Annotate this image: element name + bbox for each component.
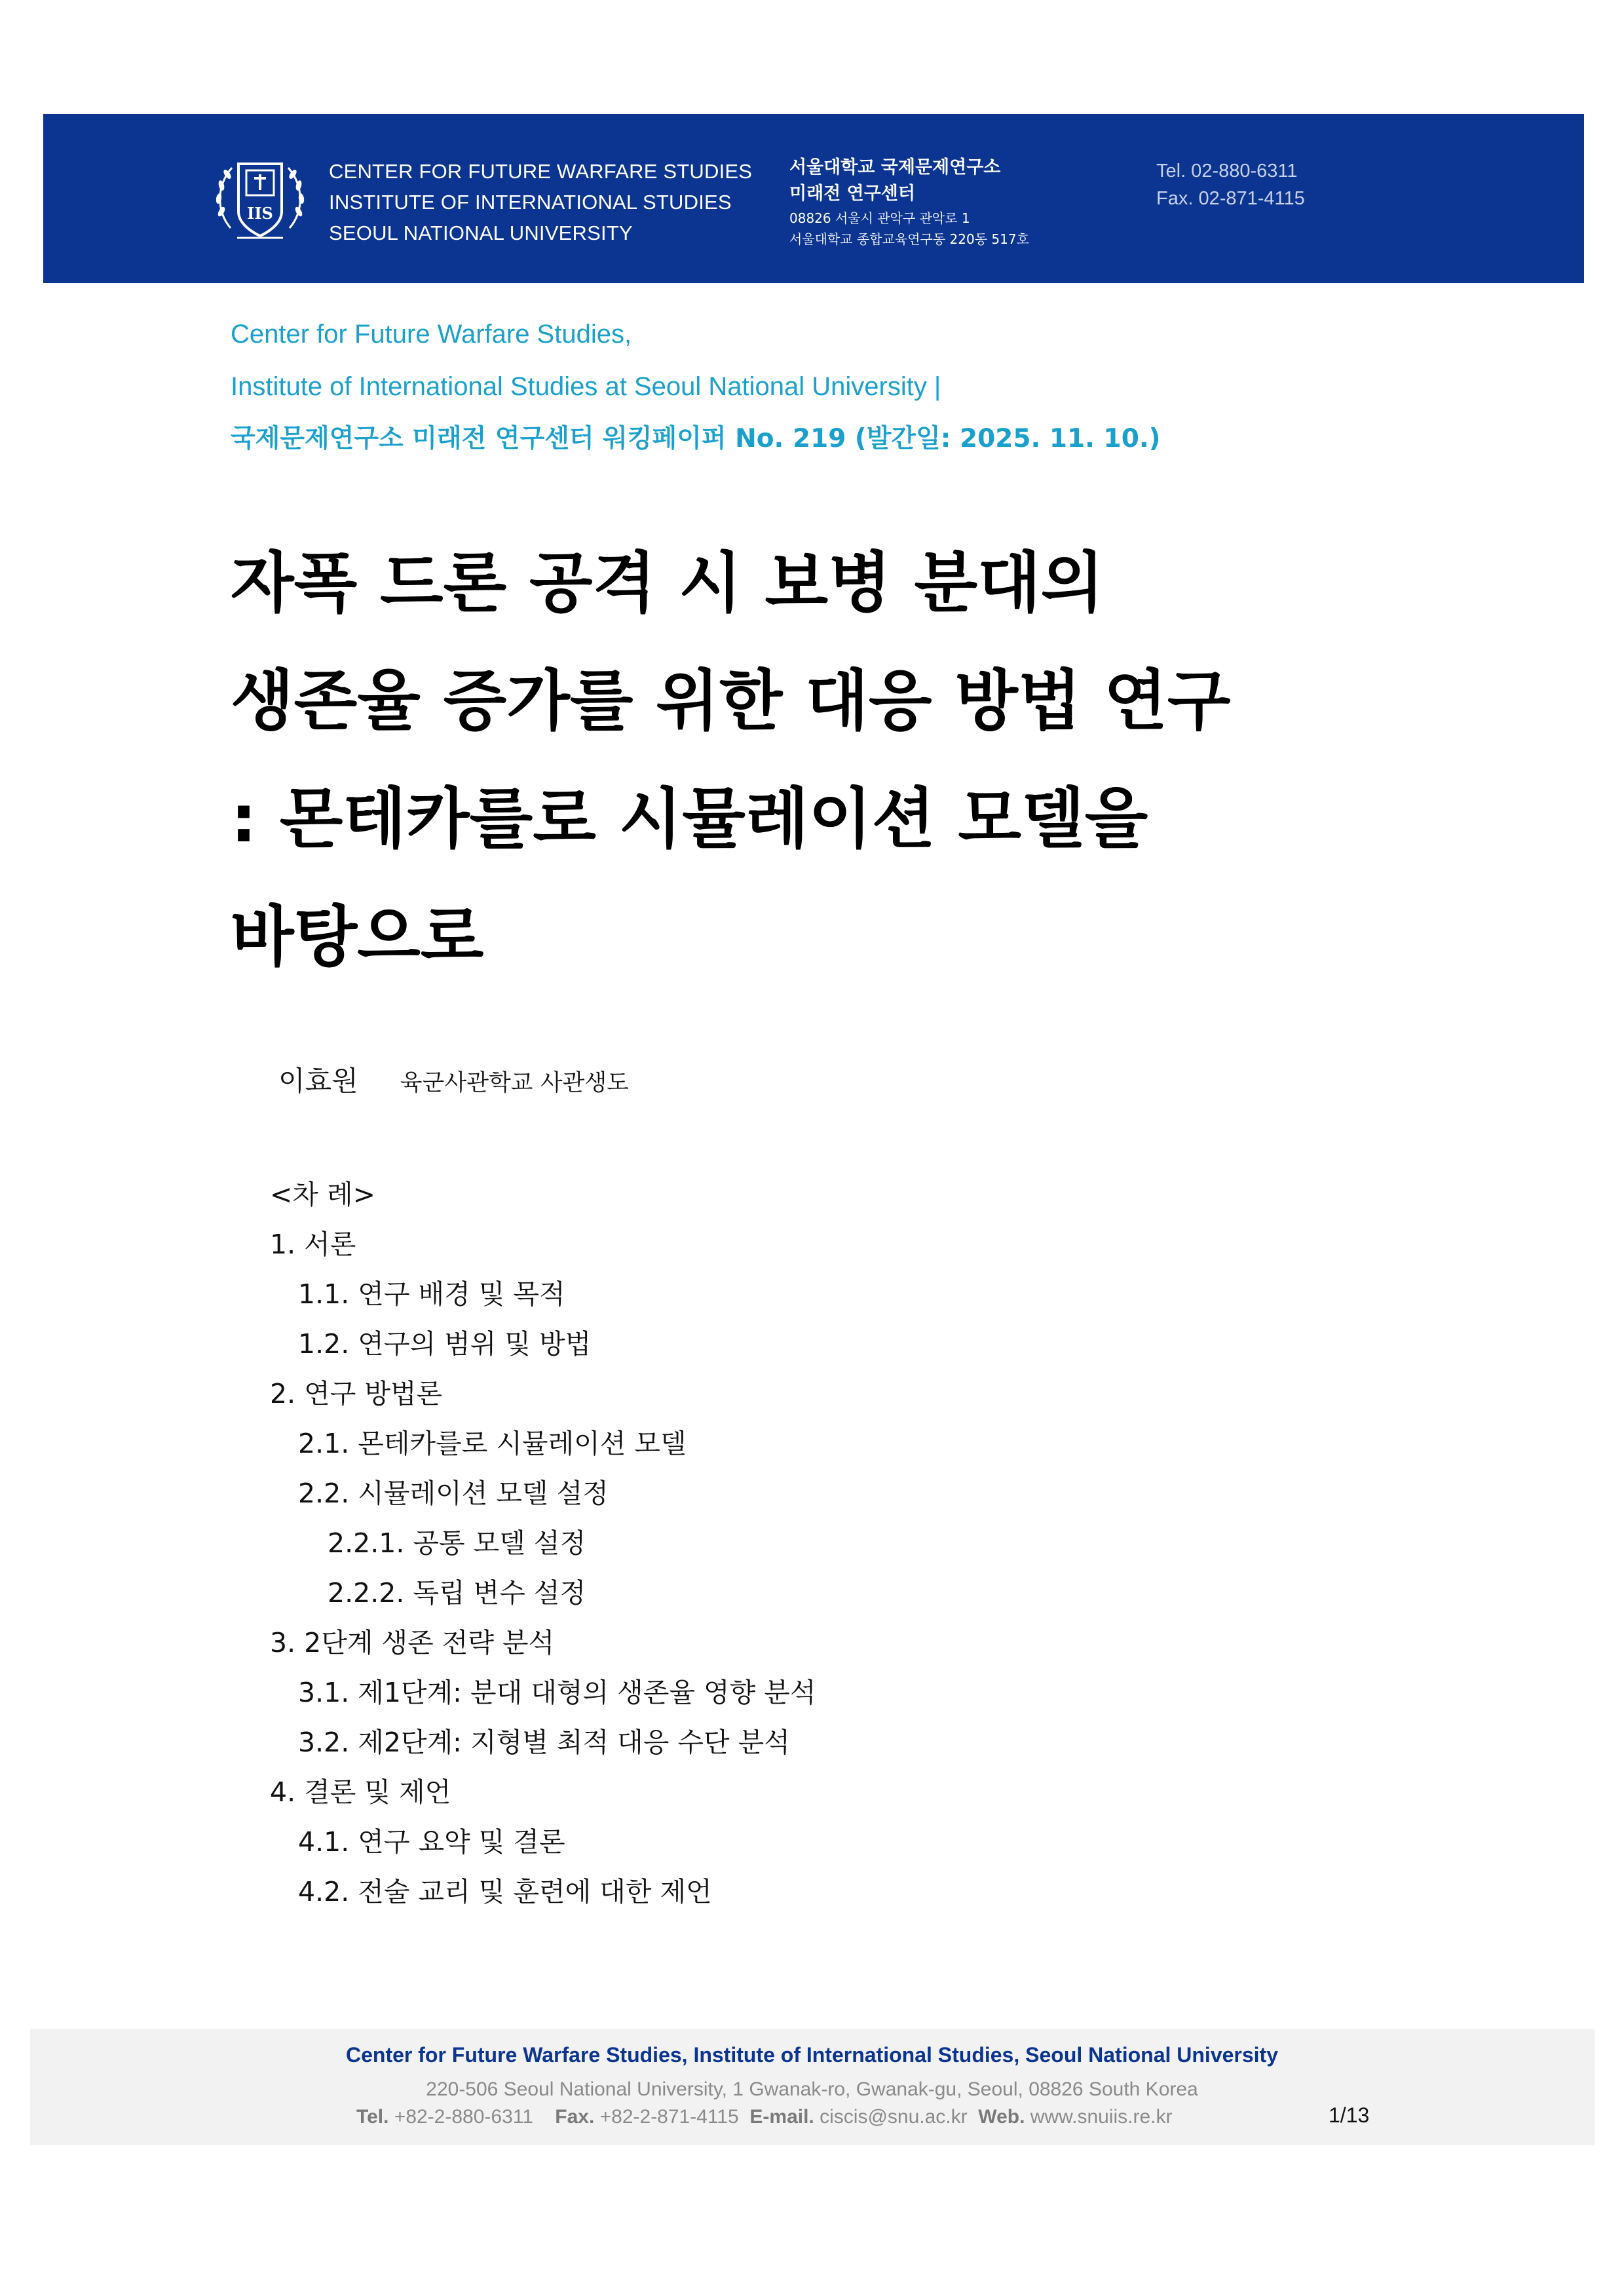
working-paper-subheader <box>231 308 1160 465</box>
footer-tel: +82-2-880-6311 <box>394 2106 533 2128</box>
toc-item: 2.2.1. 공통 모델 설정 <box>328 1527 586 1559</box>
toc-item: 2. 연구 방법론 <box>270 1378 443 1409</box>
author-affiliation: 육군사관학교 사관생도 <box>400 1070 629 1096</box>
toc-item: 1.2. 연구의 범위 및 방법 <box>298 1328 592 1360</box>
author-name: 이효원 <box>278 1065 358 1097</box>
subheader-line-1: Center for Future Warfare Studies, <box>231 320 632 349</box>
footer-contact <box>356 2106 1172 2128</box>
footer-address: 220-506 Seoul National University, 1 Gwanak-ro, Gwanak-gu, Seoul, 08826 South Korea <box>426 2078 1198 2100</box>
toc-item: 2.2.2. 독립 변수 설정 <box>328 1577 586 1609</box>
toc-heading: <차 례> <box>270 1179 375 1210</box>
address-ko-line-2: 서울대학교 종합교육연구동 220동 517호 <box>789 231 1029 247</box>
toc-item: 4.1. 연구 요약 및 결론 <box>298 1826 565 1858</box>
toc-item: 4.2. 전술 교리 및 훈련에 대한 제언 <box>298 1876 712 1907</box>
toc-item: 3.1. 제1단계: 분대 대형의 생존율 영향 분석 <box>298 1677 816 1708</box>
toc-item: 3. 2단계 생존 전략 분석 <box>270 1627 555 1658</box>
toc-item: 4. 결론 및 제언 <box>270 1776 451 1808</box>
toc-item: 2.1. 몬테카를로 시뮬레이션 모델 <box>298 1428 687 1459</box>
org-en-line-1: CENTER FOR FUTURE WARFARE STUDIES <box>329 160 753 183</box>
toc-item: 1.1. 연구 배경 및 목적 <box>298 1278 565 1310</box>
address-ko-line-1: 08826 서울시 관악구 관악로 1 <box>789 210 970 226</box>
subheader-line-2: Institute of International Studies at Seoul National University | <box>231 372 941 401</box>
footer-web-label: Web. <box>978 2106 1025 2128</box>
org-name-korean <box>789 155 1029 249</box>
page-number: 1/13 <box>1329 2103 1370 2127</box>
logo-text: IIS <box>247 204 273 223</box>
header-contact <box>1156 157 1305 212</box>
org-en-line-2: INSTITUTE OF INTERNATIONAL STUDIES <box>329 191 732 214</box>
paper-title <box>231 524 1475 996</box>
org-name-english <box>329 156 752 248</box>
footer-tel-label: Tel. <box>356 2106 389 2128</box>
org-ko-line-1: 서울대학교 국제문제연구소 <box>789 157 1001 178</box>
footer-fax: +82-2-871-4115 <box>599 2106 739 2128</box>
title-line-2: 생존율 증가를 위한 대응 방법 연구 <box>231 662 1231 739</box>
title-line-1: 자폭 드론 공격 시 보병 분대의 <box>231 545 1105 621</box>
footer-email-label: E-mail. <box>749 2106 814 2128</box>
header-fax: Fax. 02-871-4115 <box>1156 188 1305 209</box>
toc-item: 3.2. 제2단계: 지형별 최적 대응 수단 분석 <box>298 1727 790 1758</box>
toc-item: 2.2. 시뮬레이션 모델 설정 <box>298 1478 609 1509</box>
title-line-3: : 몬테카를로 시뮬레이션 모델을 <box>231 780 1148 857</box>
iis-seal-logo <box>211 149 309 248</box>
table-of-contents <box>270 1170 816 1917</box>
header-tel: Tel. 02-880-6311 <box>1156 161 1298 182</box>
subheader-line-3: 국제문제연구소 미래전 연구센터 워킹페이퍼 No. 219 (발간일: 2025. 11. 10.) <box>231 424 1161 453</box>
title-line-4: 바탕으로 <box>231 898 484 975</box>
footer-web-link[interactable]: www.snuiis.re.kr <box>1030 2106 1173 2128</box>
footer-org-name: Center for Future Warfare Studies, Institute of International Studies, Seoul National University <box>345 2043 1278 2067</box>
footer-email-link[interactable]: ciscis@snu.ac.kr <box>820 2106 968 2128</box>
org-en-line-3: SEOUL NATIONAL UNIVERSITY <box>329 221 633 244</box>
toc-item: 1. 서론 <box>270 1229 356 1260</box>
footer-fax-label: Fax. <box>555 2106 595 2128</box>
author-line <box>278 1060 629 1099</box>
org-ko-line-2: 미래전 연구센터 <box>789 183 915 204</box>
